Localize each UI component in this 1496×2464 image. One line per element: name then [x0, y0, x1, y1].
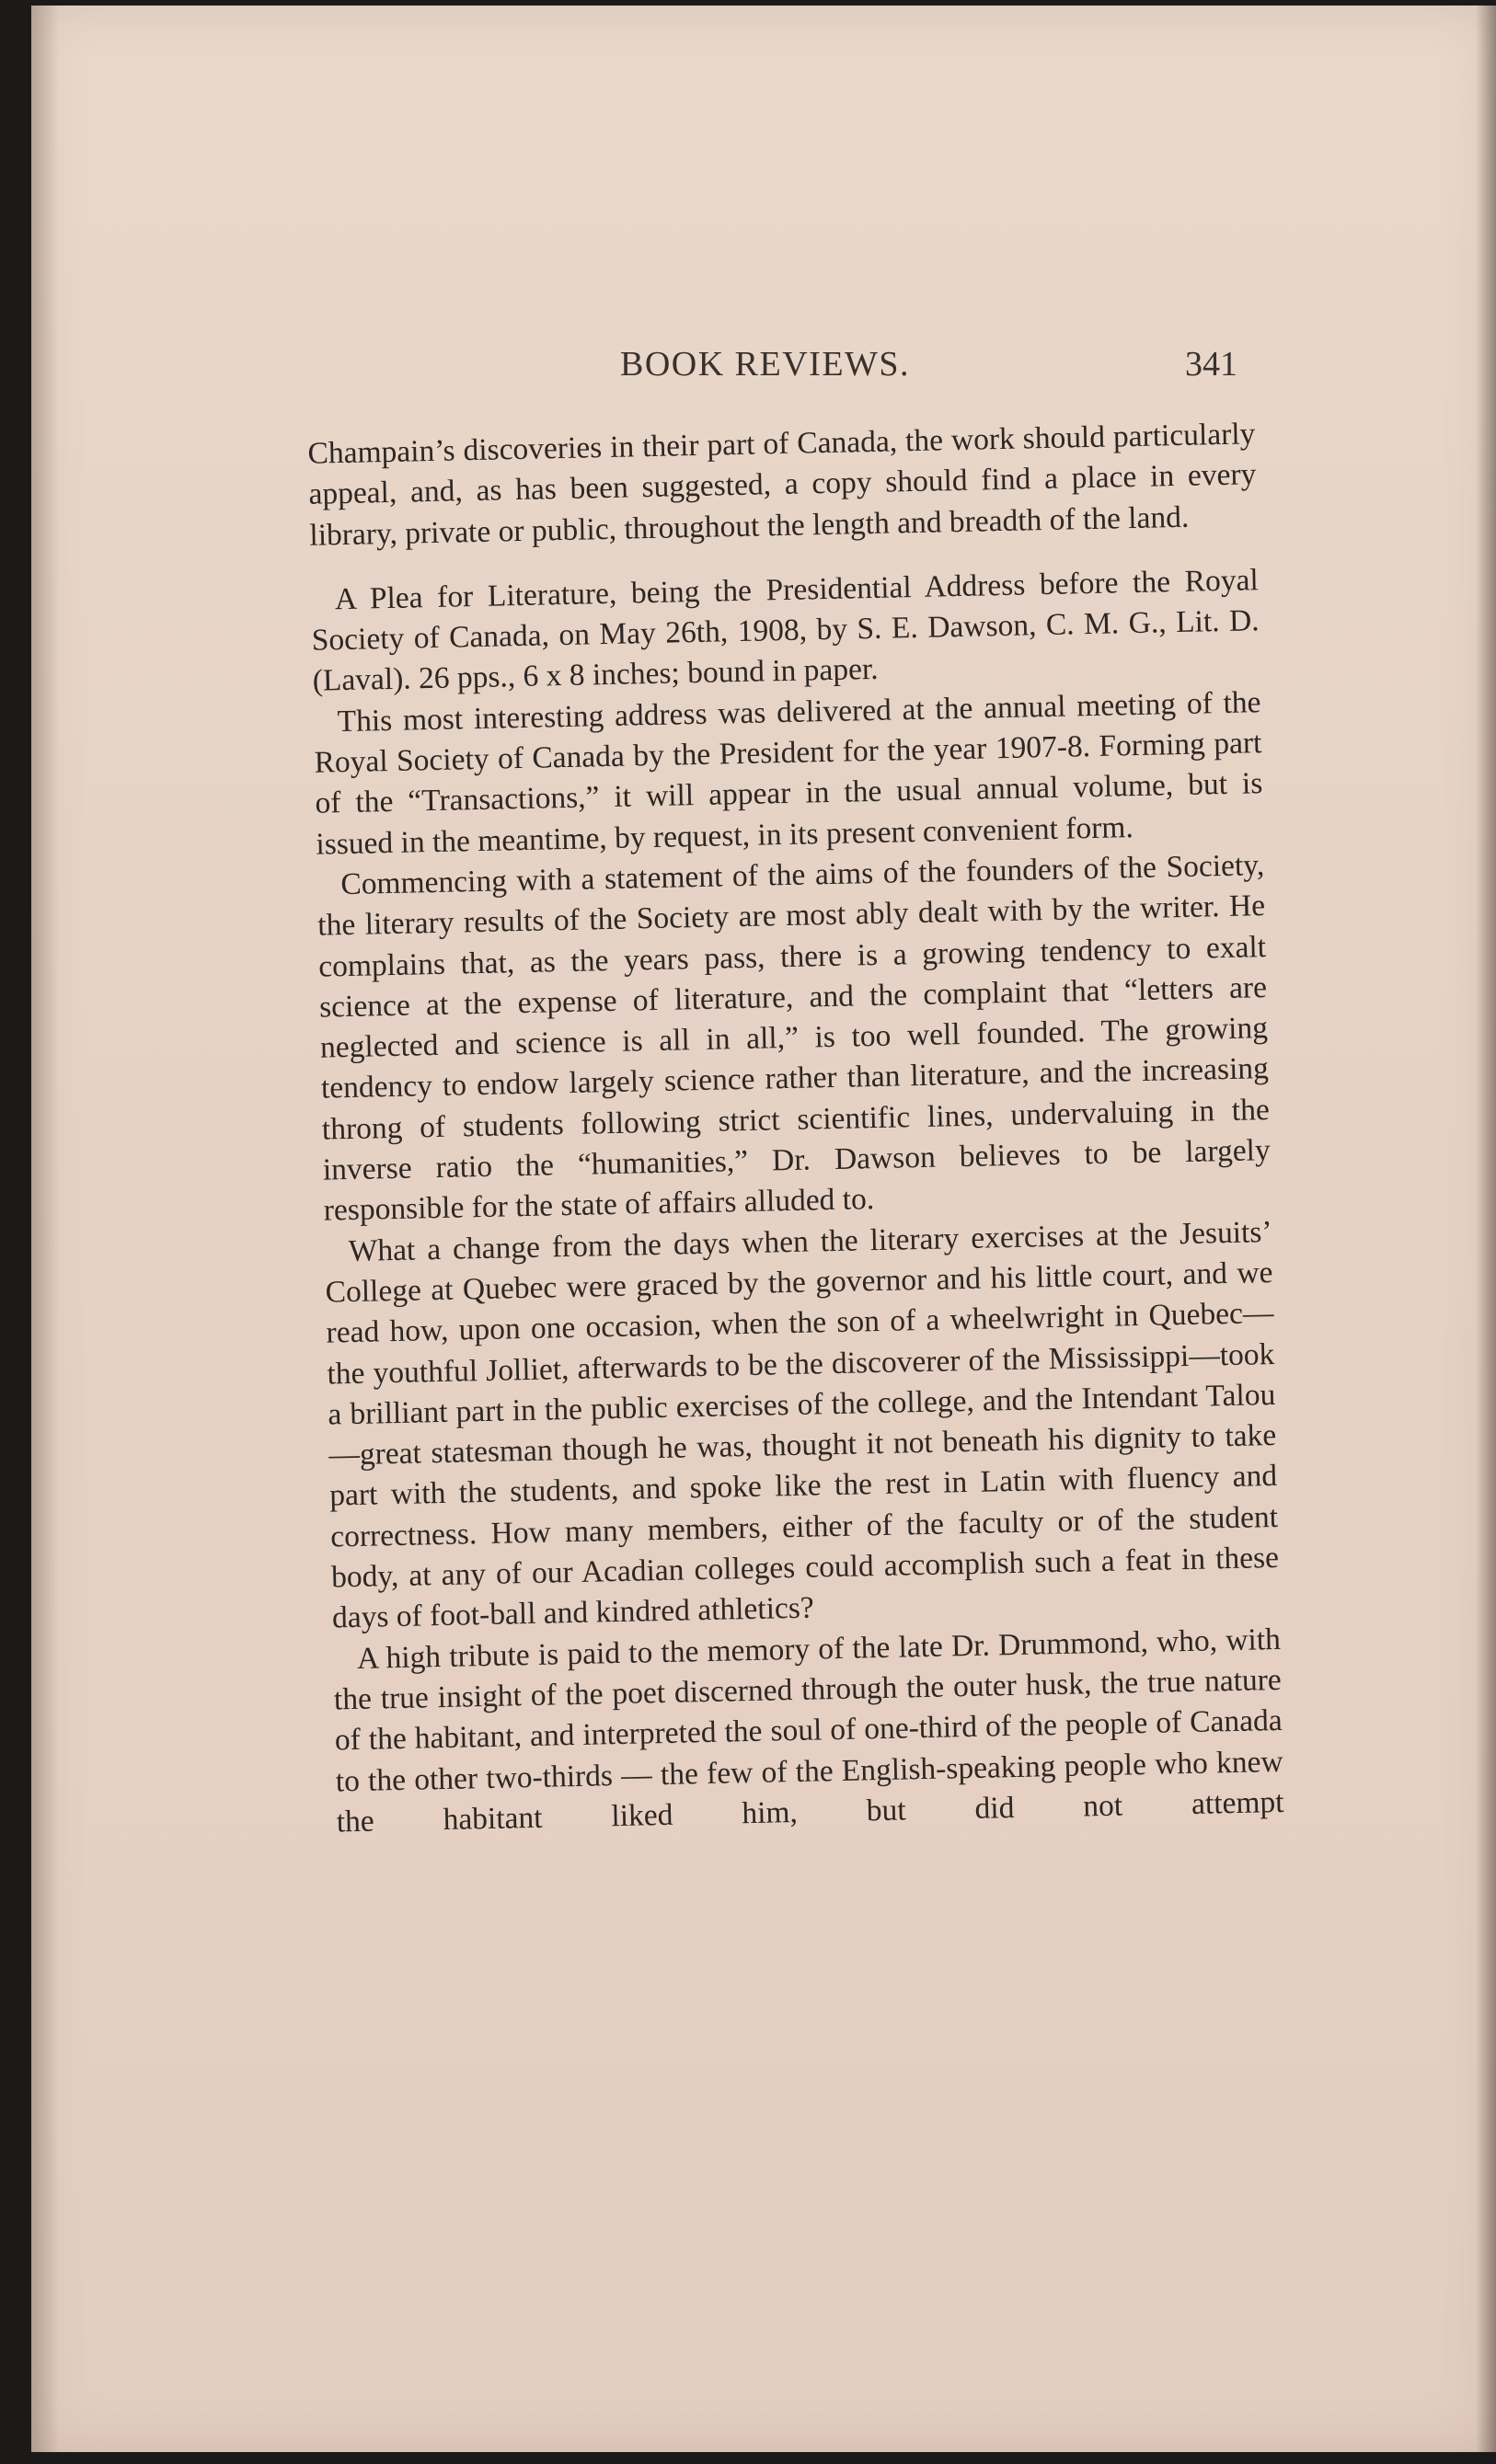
paragraph-address-summary: This most interesting address was delivered at the annual meeting of the Royal Society of Canada by the President for the year 1907-8. Forming part of the “Transactions,” it will appear in the usual annual volume, but is issued in the meantime, by request, in its present convenient form. — [314, 684, 1263, 862]
paragraph-jesuits-college: What a change from the days when the literary exercises at the Jesuits’ College at Quebec were graced by the governor and his little court, and we read how, upon one occasion, when the son of a wheelwright in Quebec—the youthful Jolliet, afterwards to be the discoverer of the Mississippi—took a brilliant part in the public exercises of the college, and the Intendant Talou—great statesman though he was, thought it not beneath his dignity to take part with the students, and spoke like the rest in Latin with fluency and correctness. How many members, either of the faculty or of the student body, at any of our Acadian colleges could accomplish such a feat in these days of foot-ball and kindred athletics? — [325, 1214, 1280, 1635]
scanned-page — [31, 6, 1496, 2452]
review-body — [307, 414, 1284, 1842]
page-number: 341 — [1185, 345, 1237, 384]
running-header — [31, 344, 1496, 390]
paragraph-book-citation: A Plea for Literature, being the Presidential Address before the Royal Society of Canada, on May 26th, 1908, by S. E. Dawson, C. M. G., Lit. D. (Laval). 26 pps., 6 x 8 inches; bound in paper. — [311, 563, 1260, 699]
paragraph-literature-vs-science: Commencing with a statement of the aims of the founders of the Society, the literary results of the Society are most ably dealt with by the writer. He complains that, as the years pass, there is a growing tendency to exalt science at the expense of literature, and the complaint that “letters are neglected and science is all in all,” is too well founded. The growing tendency to endow largely science rather than literature, and the increasing throng of students following strict scientific lines, undervaluing in the inverse ratio the “humanities,” Dr. Dawson believes to be largely responsible for the state of affairs alluded to. — [316, 848, 1272, 1228]
running-title: BOOK REVIEWS. — [620, 345, 911, 384]
paragraph-continuation: Champain’s discoveries in their part of Canada, the work should particularly appeal, and, as has been suggested, a copy should find a place in every library, private or public, throughout the length and breadth of the land. — [307, 417, 1257, 553]
paragraph-drummond-tribute: A high tribute is paid to the memory of the late Dr. Drummond, who, with the true insight of the poet discerned through the outer husk, the true nature of the habitant, and interpreted the soul of one-third of the people of Canada to the other two-thirds — the few of the English-speaking people who knew the habitant liked him, but did not attempt — [333, 1622, 1284, 1839]
